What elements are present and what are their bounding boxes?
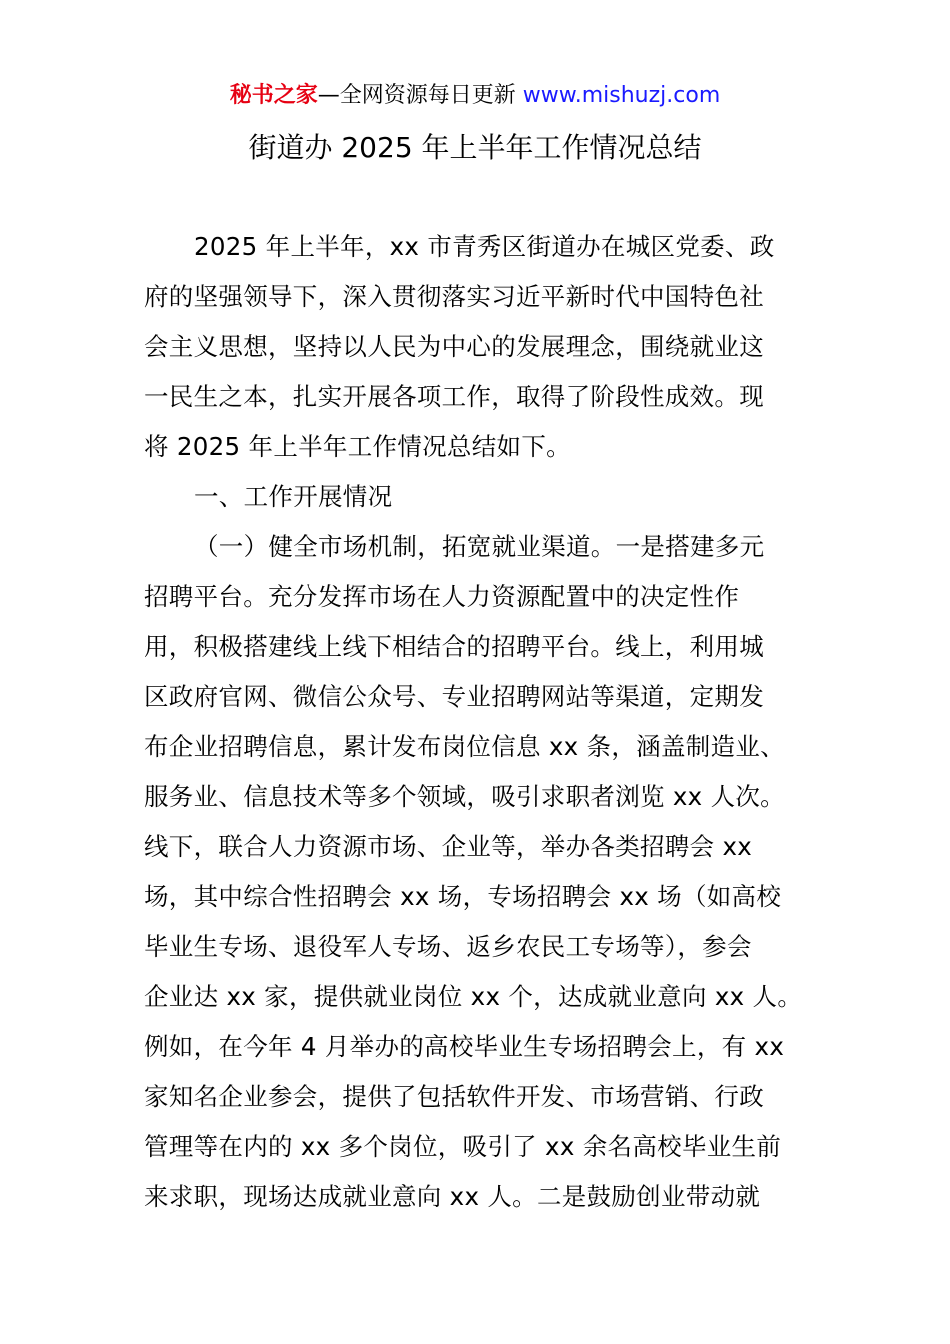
body-line: 来求职，现场达成就业意向 xx 人。二是鼓励创业带动就 [144,1182,761,1211]
body-line: 场，其中综合性招聘会 xx 场，专场招聘会 xx 场（如高校 [144,882,782,911]
body-line: 用，积极搭建线上线下相结合的招聘平台。线上，利用城 [144,632,764,661]
body-line: 府的坚强领导下，深入贯彻落实习近平新时代中国特色社 [144,282,764,311]
body-line: 会主义思想，坚持以人民为中心的发展理念，围绕就业这 [144,332,764,361]
brand-name: 秘书之家 [229,83,318,108]
body-line: 家知名企业参会，提供了包括软件开发、市场营销、行政 [144,1082,764,1111]
body-line: 企业达 xx 家，提供就业岗位 xx 个，达成就业意向 xx 人。 [144,982,803,1011]
body-line: 将 2025 年上半年工作情况总结如下。 [144,432,571,461]
body-line: 线下，联合人力资源市场、企业等，举办各类招聘会 xx [144,832,753,861]
body-line: 招聘平台。充分发挥市场在人力资源配置中的决定性作 [144,582,740,611]
banner-tagline: —全网资源每日更新 [317,83,523,108]
section-heading: 一、工作开展情况 [194,482,393,511]
body-line: 毕业生专场、退役军人专场、返乡农民工专场等），参会 [144,932,752,961]
document-body [144,222,808,1222]
document-title: 街道办 2025 年上半年工作情况总结 [248,131,702,164]
body-line: 服务业、信息技术等多个领域，吸引求职者浏览 xx 人次。 [144,782,785,811]
body-line: 管理等在内的 xx 多个岗位，吸引了 xx 余名高校毕业生前 [144,1132,782,1161]
body-line: （一）健全市场机制，拓宽就业渠道。一是搭建多元 [194,532,765,561]
site-url[interactable]: www.mishuzj.com [522,83,721,108]
body-line: 区政府官网、微信公众号、专业招聘网站等渠道，定期发 [144,682,764,711]
body-line: 布企业招聘信息，累计发布岗位信息 xx 条，涵盖制造业、 [144,732,785,761]
body-line: 例如，在今年 4 月举办的高校毕业生专场招聘会上，有 xx [144,1032,785,1061]
body-line: 2025 年上半年，xx 市青秀区街道办在城区党委、政 [194,232,775,261]
body-line: 一民生之本，扎实开展各项工作，取得了阶段性成效。现 [144,382,764,411]
site-banner [0,80,950,112]
